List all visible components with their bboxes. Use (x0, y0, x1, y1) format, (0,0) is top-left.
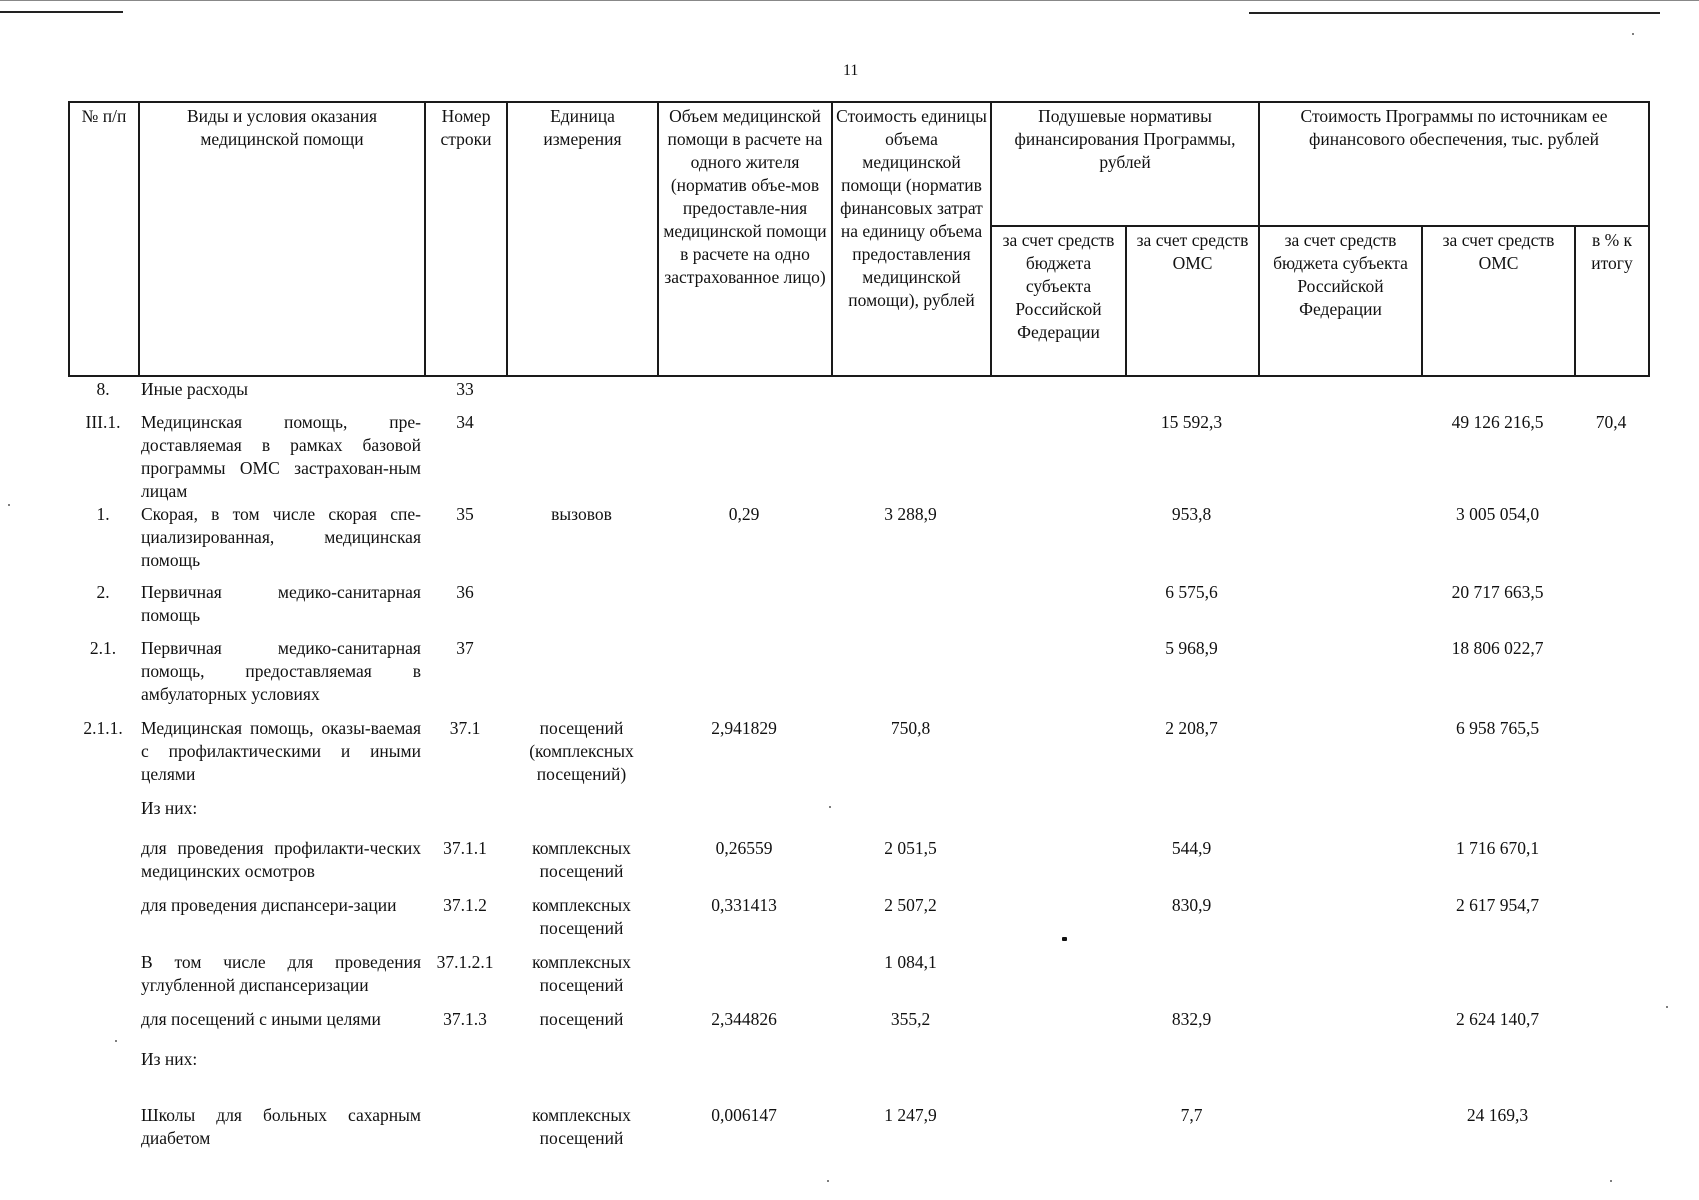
header-unit: Единица измерения (507, 102, 658, 376)
header-kind: Виды и условия оказания медицинской помощи (139, 102, 425, 376)
row-line-number: 37.1.1 (443, 838, 487, 858)
table-row (68, 837, 1648, 894)
row-unit (506, 1048, 657, 1104)
row-unit (506, 797, 657, 837)
row-pr-budget (1258, 378, 1421, 411)
row-unit: вызовов (551, 504, 612, 524)
row-num (68, 1048, 138, 1104)
row-volume: 2,344826 (711, 1009, 777, 1029)
row-unit: посещений (комплексных посещений) (529, 718, 634, 784)
row-volume (657, 797, 831, 837)
row-pc-budget (990, 378, 1125, 411)
scan-speck (1062, 937, 1067, 941)
row-num (68, 797, 138, 837)
header-pc-budget: за счет средств бюджета субъекта Российской Федерации (991, 226, 1126, 376)
row-pc-oms: 2 208,7 (1165, 718, 1218, 738)
row-name: для проведения диспансери-зации (141, 895, 397, 915)
row-pc-budget (990, 503, 1125, 581)
row-volume: 0,26559 (715, 838, 773, 858)
row-pc-oms: 15 592,3 (1160, 412, 1223, 432)
row-line-number (424, 1104, 506, 1160)
header-volume: Объем медицинской помощи в расчете на одного жителя (норматив объе-мов предоставле-ния медицинской помощи в расчете на одно застрахованное лицо) (658, 102, 832, 376)
scan-speck (1610, 1180, 1612, 1182)
row-pr-oms: 3 005 054,0 (1455, 504, 1540, 524)
row-num: 2.1.1. (83, 718, 123, 738)
row-pr-budget (1258, 717, 1421, 797)
row-line-number: 37.1.2 (443, 895, 487, 915)
row-pct (1574, 1048, 1648, 1104)
header-pr-budget: за счет средств бюджета субъекта Российской Федерации (1259, 226, 1422, 376)
row-num (68, 951, 138, 1008)
row-pc-budget (990, 894, 1125, 951)
row-line-number (424, 797, 506, 837)
header-row-number: Номер строки (425, 102, 507, 376)
row-unit: комплексных посещений (532, 1105, 631, 1148)
row-volume (657, 1048, 831, 1104)
row-cost (831, 411, 990, 503)
row-pct: 70,4 (1595, 412, 1627, 432)
row-line-number (424, 1048, 506, 1104)
row-unit: комплексных посещений (532, 838, 631, 881)
row-volume (657, 951, 831, 1008)
row-pc-budget (990, 411, 1125, 503)
header-pr-oms: за счет средств ОМС (1422, 226, 1575, 376)
scan-speck (1632, 33, 1634, 35)
row-num (68, 894, 138, 951)
row-pr-oms: 24 169,3 (1466, 1105, 1529, 1125)
row-unit: комплексных посещений (532, 952, 631, 995)
row-pr-oms: 2 624 140,7 (1455, 1009, 1540, 1029)
row-pc-oms: 5 968,9 (1165, 638, 1218, 658)
row-name: для посещений с иными целями (141, 1009, 381, 1029)
row-pr-budget (1258, 1048, 1421, 1104)
scan-artifact-line (0, 0, 1699, 1)
row-pc-oms (1125, 797, 1258, 837)
header-program-group: Стоимость Программы по источникам ее финансового обеспечения, тыс. рублей (1259, 102, 1649, 226)
row-cost (831, 1048, 990, 1104)
row-pct (1574, 503, 1648, 581)
scan-speck (8, 504, 10, 506)
row-name: Первичная медико-санитарная помощь, предоставляемая в амбулаторных условиях (141, 638, 421, 704)
row-pc-budget (990, 837, 1125, 894)
header-pc-oms: за счет средств ОМС (1126, 226, 1259, 376)
row-pc-oms (1125, 1048, 1258, 1104)
row-pr-budget (1258, 1104, 1421, 1160)
row-pr-oms: 18 806 022,7 (1451, 638, 1544, 658)
row-pct (1574, 797, 1648, 837)
row-cost (831, 378, 990, 411)
table-row (68, 581, 1648, 637)
row-pc-oms (1125, 378, 1258, 411)
row-num (68, 837, 138, 894)
row-cost: 355,2 (890, 1009, 931, 1029)
table-row (68, 717, 1648, 797)
scan-speck (115, 1040, 117, 1042)
row-volume (657, 637, 831, 717)
row-pr-budget (1258, 1008, 1421, 1048)
row-pc-budget (990, 1104, 1125, 1160)
table-row (68, 797, 1648, 837)
scan-artifact-line (1249, 12, 1660, 14)
row-cost: 750,8 (890, 718, 931, 738)
row-unit (506, 411, 657, 503)
row-line-number: 34 (456, 412, 474, 432)
row-pc-oms: 6 575,6 (1165, 582, 1218, 602)
page-number: 11 (843, 62, 859, 79)
row-pc-budget (990, 581, 1125, 637)
table-row (68, 1104, 1648, 1160)
header-pr-pct: в % к итогу (1575, 226, 1649, 376)
row-pr-oms: 6 958 765,5 (1455, 718, 1540, 738)
header-cost: Стоимость единицы объема медицинской помощи (норматив финансовых затрат на единицу объема предоставления медицинской помощи), рублей (832, 102, 991, 376)
row-cost (831, 797, 990, 837)
row-volume: 0,006147 (711, 1105, 777, 1125)
row-name: Из них: (141, 798, 198, 818)
row-cost: 3 288,9 (884, 504, 937, 524)
row-pr-budget (1258, 797, 1421, 837)
table-row (68, 411, 1648, 503)
row-pc-oms (1125, 951, 1258, 1008)
row-name: Медицинская помощь, пре-доставляемая в рамках базовой программы ОМС застрахован-ным лицам (141, 412, 421, 501)
table-header (68, 101, 1650, 377)
scan-artifact-line (0, 11, 123, 13)
row-pct (1574, 837, 1648, 894)
row-volume: 0,29 (728, 504, 760, 524)
table-row (68, 894, 1648, 951)
row-name: Из них: (141, 1049, 198, 1069)
row-cost: 2 507,2 (884, 895, 937, 915)
row-cost: 2 051,5 (884, 838, 937, 858)
scan-speck (1666, 1006, 1668, 1008)
row-unit: комплексных посещений (532, 895, 631, 938)
row-pc-budget (990, 637, 1125, 717)
row-volume: 2,941829 (711, 718, 777, 738)
row-pct (1574, 378, 1648, 411)
row-pc-budget (990, 1048, 1125, 1104)
row-line-number: 37.1.3 (443, 1009, 487, 1029)
row-name: Скорая, в том числе скорая спе-циализированная, медицинская помощь (141, 504, 421, 570)
table-row (68, 951, 1648, 1008)
row-pc-budget (990, 1008, 1125, 1048)
row-unit: посещений (539, 1009, 624, 1029)
row-pr-budget (1258, 837, 1421, 894)
row-cost: 1 084,1 (884, 952, 937, 972)
row-pc-oms: 832,9 (1171, 1009, 1212, 1029)
row-pr-budget (1258, 894, 1421, 951)
row-num: 1. (96, 504, 110, 524)
row-line-number: 37.1.2.1 (436, 952, 494, 972)
row-name: В том числе для проведения углубленной диспансеризации (141, 952, 421, 995)
row-unit (506, 581, 657, 637)
row-pc-budget (990, 951, 1125, 1008)
table-row (68, 503, 1648, 581)
header-per-capita-group: Подушевые нормативы финансирования Программы, рублей (991, 102, 1259, 226)
row-unit (506, 378, 657, 411)
row-cost (831, 637, 990, 717)
row-volume (657, 411, 831, 503)
row-pr-oms: 2 617 954,7 (1455, 895, 1540, 915)
row-pr-oms: 1 716 670,1 (1455, 838, 1540, 858)
row-line-number: 37 (456, 638, 474, 658)
row-name: для проведения профилакти-ческих медицинских осмотров (141, 838, 421, 881)
row-volume: 0,331413 (711, 895, 777, 915)
row-pct (1574, 637, 1648, 717)
row-pr-oms: 49 126 216,5 (1451, 412, 1544, 432)
row-pr-oms: 20 717 663,5 (1451, 582, 1544, 602)
row-name: Иные расходы (141, 379, 248, 399)
row-pr-oms (1421, 797, 1574, 837)
row-unit (506, 637, 657, 717)
row-pct (1574, 1008, 1648, 1048)
row-cost (831, 581, 990, 637)
row-name: Школы для больных сахарным диабетом (141, 1105, 421, 1148)
row-pr-oms (1421, 1048, 1574, 1104)
row-pct (1574, 1104, 1648, 1160)
row-pr-oms (1421, 951, 1574, 1008)
row-line-number: 36 (456, 582, 474, 602)
scan-speck (829, 806, 831, 808)
row-name: Первичная медико-санитарная помощь (141, 582, 421, 625)
row-pr-budget (1258, 951, 1421, 1008)
row-num: 2. (96, 582, 110, 602)
row-cost: 1 247,9 (884, 1105, 937, 1125)
scan-speck (827, 1180, 829, 1182)
row-pct (1574, 894, 1648, 951)
row-pc-oms: 7,7 (1180, 1105, 1203, 1125)
row-pct (1574, 717, 1648, 797)
table-row (68, 637, 1648, 717)
row-pc-oms: 830,9 (1171, 895, 1212, 915)
row-pc-oms: 953,8 (1171, 504, 1212, 524)
row-pc-budget (990, 717, 1125, 797)
row-num (68, 1104, 138, 1160)
table-row (68, 1048, 1648, 1104)
row-num: III.1. (85, 412, 121, 432)
row-num (68, 1008, 138, 1048)
row-num: 2.1. (89, 638, 117, 658)
row-pct (1574, 581, 1648, 637)
table-row (68, 1008, 1648, 1048)
row-num: 8. (96, 379, 110, 399)
row-line-number: 37.1 (449, 718, 481, 738)
row-pr-budget (1258, 503, 1421, 581)
row-line-number: 33 (456, 379, 474, 399)
row-pr-budget (1258, 581, 1421, 637)
row-pr-oms (1421, 378, 1574, 411)
table-body (68, 378, 1648, 1160)
row-volume (657, 378, 831, 411)
header-num: № п/п (69, 102, 139, 376)
table-row (68, 378, 1648, 411)
row-volume (657, 581, 831, 637)
row-line-number: 35 (456, 504, 474, 524)
row-name: Медицинская помощь, оказы-ваемая с профилактическими и иными целями (141, 718, 421, 784)
row-pr-budget (1258, 637, 1421, 717)
row-pc-oms: 544,9 (1171, 838, 1212, 858)
row-pct (1574, 951, 1648, 1008)
row-pr-budget (1258, 411, 1421, 503)
row-pc-budget (990, 797, 1125, 837)
